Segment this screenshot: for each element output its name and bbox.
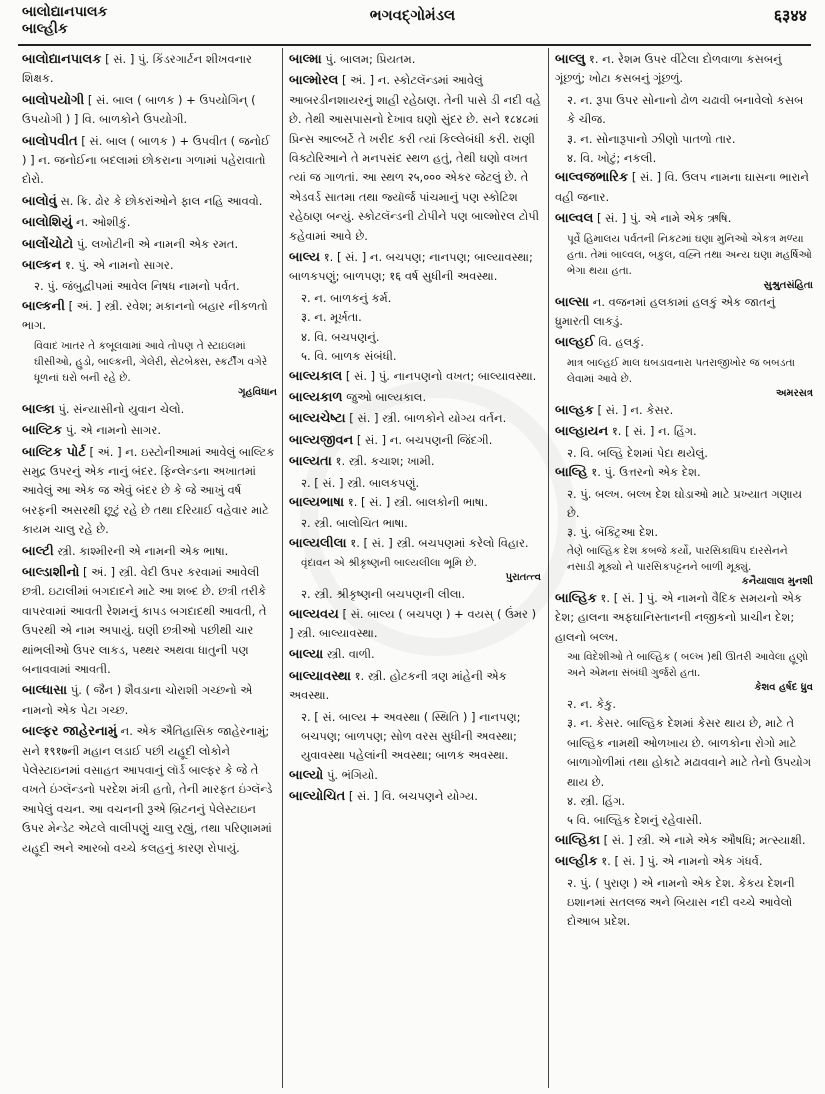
dictionary-entry [555,50,813,89]
page-header [0,0,825,46]
entry-headword: બાલ્યાવસ્થા [289,668,351,684]
dictionary-entry [289,388,541,407]
entry-definition: પું. ( જૈન ) શૈવડાના ચોરાશી ગચ્છનો એ નામનો એક પેટા ગચ્છ. [22,683,253,717]
entry-headword: બાલ્યજીવન [289,432,354,448]
entry-headword: બાલોવું [22,193,57,209]
entry-headword: બાલોંચોટો [22,236,74,252]
dictionary-entry [289,605,541,644]
dictionary-entry [22,400,277,419]
dictionary-entry [22,256,277,275]
entry-sense: ३. ન. મૂર્ખતા. [301,310,362,325]
entry-headword: બાલોપયોગી [22,92,85,108]
entry-definition: १. સ્ત્રી. હોટકની ત્રણ માંહેની એક અવસ્થા. [289,668,507,703]
quotation-source: કનૈયાલાલ મુનશી [741,575,813,587]
dictionary-entry [22,50,277,89]
dictionary-entry [22,235,277,254]
entry-headword: બાલ્ધાસા [22,683,68,699]
entry-definition: १. [ સં. ] સ્ત્રી. બચપણમાં કરેલો વિહાર. [350,535,529,550]
dictionary-entry [22,443,277,540]
guide-word-last: બાલ્હીક [22,21,68,37]
entry-definition: १. સ્ત્રી. કચાશ; ખામી. [335,454,435,469]
entry-headword: બાલ્વજભારિક [555,170,629,186]
entry-definition: [ સં. ] વિ. ઉલપ નામના ઘાસના ભારાને વહી જનાર. [555,170,809,204]
entry-headword: બાલ્ટિક [22,423,63,439]
entry-definition: [ અં. ] ન. સ્કોટલૅન્ડમાં આવેલું આબરડીનશાયરનું શાહી રહેઠાણ. તેની પાસે ડી નદી વહે છે. તેથી આસપાસનો દેખાવ ઘણો સુંદર છે. સને १८४८માં પ્રિન્સ આલ્બર્ટે તે ખરીદ કરી ત્યાં કિલ્લેબંધી કરી. રાણી વિક્ટોરિઆને તે મનપસંદ સ્થળ હતું, તેથી ઘણો વખત ત્યાં જ ગાળતાં. આ સ્થળ २५,००० એકર જેટલું છે. તે એડવર્ડ સાતમા તથા જ્યૉર્જ પાંચમાનું પણ સ્કોટિશ રહેઠાણ બન્યું. સ્કોટલૅન્ડની ટોપીને પણ બાલ્મોરલ ટોપી કહેવામાં આવે છે. [289,73,541,243]
entry-headword: બાલ્હક [555,402,594,418]
entry-definition: પું. ભંગિયો. [326,767,378,782]
entry-sense: २. [ સં. ] સ્ત્રી. બાલકપણું. [301,475,420,490]
entry-headword: બાલ્કા [22,401,55,417]
entry-sense: ३. ન. સોનારૂપાનો ઝીણો પાતળો તાર. [567,131,736,146]
quotation-text: વૃંદાવન એ શ્રીકૃષ્ણની બાલ્યલીલા ભૂમિ છે. [301,557,477,570]
entry-definition: [ સં. ] વિ. બચપણને યોગ્ય. [348,789,478,804]
entry-headword: બાલ્હાયન [555,424,609,440]
entry-headword: બાલ્હિક [555,590,597,606]
dictionary-entry [22,213,277,232]
dictionary-entry [22,91,277,130]
entry-definition: [ સં. ] સ્ત્રી. એ નામે એક ઔષધિ; મત્સ્યાક્ષી. [603,832,806,847]
page-number: ६३४४ [773,6,807,25]
guide-word-first: બાલોદ્યાનપાલક [22,4,108,20]
column-1 [22,50,277,1090]
entry-headword: બાલ્યકાળ [289,389,343,405]
entry-definition: १. [ સં. ] ન. બચપણ; નાનપણ; બાલ્યાવસ્થા; બાળકપણું; બાળપણ; १६ વર્ષ સુધીની અવસ્થા. [289,250,533,284]
entry-definition: ન. વજનમાં હલકામાં હલકું એક જાતનું ધ્રુમારતી લાકડું. [555,294,776,329]
entry-definition: [ સં. બાલ્ય ( બચપણ ) + વયસ્ ( ઉંમર ) ] સ્ત્રી. બાલ્યાવસ્થા. [289,606,537,640]
dictionary-entry [289,766,541,785]
dictionary-entry [289,248,541,287]
dictionary-entry [555,852,813,871]
entry-sense: ३. પું. બૅક્ટ્રિઆ દેશ. [567,525,659,540]
entry-headword: બાલ્સા [555,294,590,310]
entry-sense: २. પું. બલ્ખ. બલ્ખ દેશ ઘોડાઓ માટે પ્રખ્યાત ગણાય છે. [567,486,803,520]
entry-headword: બાલ્યોચિત [289,789,346,805]
entry-definition: સ. ક્રિ. ઢોર કે છોકરાંઓને ફાલ નહિ આવવો. [60,193,263,208]
quotation-source: અમરસત્ર [775,387,813,399]
entry-quotation [555,649,813,695]
dictionary-entry [22,192,277,211]
dictionary-entry [22,132,277,190]
dictionary-entry [289,431,541,450]
dictionary-entry [22,297,277,336]
entry-definition: [ સં. બાલ ( બાળક ) + ઉપયોગિન્ ( ઉપયોગી ) ] વિ. બાળકોને ઉપયોગી. [22,92,256,127]
quotation-text: તેણે બાલ્હિક દેશ કબજે કર્યો, પારસિકાધિપ દારસેનને નસાડી મૂક્યો ને પારસિકપટ્ટનને બાળી મૂક્યું. [567,544,788,573]
column-2 [289,50,541,1090]
entry-definition: વિ. હલકું. [598,335,645,350]
dictionary-entry [22,542,277,561]
header-rule [18,44,811,46]
entry-sense: ४. સ્ત્રી. હિંગ. [567,793,626,808]
dictionary-entry [289,367,541,386]
entry-definition: [ સં. ] ન. કેસર. [597,402,674,417]
entry-sense: ५. વિ. બાળક સંબંધી. [301,349,397,364]
entry-headword: બાલોદ્યાનપાલક [22,52,102,67]
entry-definition: ન. એક ઐતિહાસિક જાહેરનામું; સને १९१७ની મહાન લડાઈ પછી યહૂદી લોકોને પેલેસ્ટાઇનમાં વસાહત આપવાનું લૉર્ડ બાલ્ફર કે જે તે વખતે ઇંગ્લૅન્ડનો પરદેશ મંત્રી હતો, તેની મારફત ઇંગ્લૅન્ડે આપેલું વચન. આ વચનની રૂએ બ્રિટનનું પેલેસ્ટાઇન ઉપર મેન્ડેટ એટલે વાલીપણું ચાલુ રહ્યું, તથા પરિણામમાં યહૂદી અને આરબો વચ્ચે કલહનું કારણ રોપાયું. [22,724,273,855]
entry-headword: બાલ્કની [22,298,65,314]
column-3 [555,50,813,1090]
dictionary-entry [555,333,813,352]
entry-definition: १. પું. એ નામનો સાગર. [64,258,174,273]
entry-definition: ન. ઓશીકું. [75,215,131,230]
dictionary-entry [289,50,541,69]
entry-headword: બાલ્યલીલા [289,535,347,551]
entry-sense: २. પું. ( પુરાણ ) એ નામનો એક દેશ. કેકય દેશની ઇશાનમાં સતલજ અને બિયાસ નદી વચ્ચે આવેલો દોઆબ પ્રદેશ. [567,875,795,929]
quotation-text: આ વિદેશીઓ તે બાલ્હિક ( બલ્ખ )થી ઊતરી આવેલા હૂણો અને એમના સંબંધી ગુર્જરો હતા. [567,650,808,679]
dictionary-entry [289,452,541,471]
entry-definition: [ અં. ] સ્ત્રી. રવેશ; મકાનનો બહાર નીકળતો ભાગ. [22,298,268,333]
dictionary-entry [555,209,813,228]
entry-headword: બાલ્યતા [289,454,332,470]
entry-quotation [555,543,813,589]
entry-definition: સ્ત્રી. વાળી. [326,647,375,662]
entry-headword: બાલ્લુ [555,52,586,67]
entry-sense: ५ વિ. બાલ્હિક દેશનું રહેવાસી. [567,813,703,828]
entry-definition: [ સં. ] ન. બચપણની જિંદગી. [356,432,493,447]
entry-definition: [ સં. ] પું. નાનપણનો વખત; બાલ્યાવસ્થા. [345,368,537,383]
entry-headword: બાલ્કન [22,258,62,274]
entry-headword: બાલ્મા [289,52,322,67]
dictionary-entry [555,422,813,441]
entry-headword: બાલ્ટી [22,543,54,559]
entry-sense: २. સ્ત્રી. શ્રીકૃષ્ણની બચપણની લીલા. [301,587,466,602]
entry-headword: બાલોપવીત [22,133,78,149]
dictionary-entry [555,831,813,850]
entry-headword: બાલ્ય [289,250,321,266]
quotation-source: સુશ્રુતસંહિતા [763,279,813,291]
entry-quotation [289,555,541,585]
entry-definition: [ સં. બાલ ( બાળક ) + ઉપવીત ( જનોઈ ) ] ન. જનોઈના બદલામાં છોકરાના ગળામાં પહેરાવાતો દોરો. [22,133,271,187]
entry-definition: [ સં. ] પું. એ નામે એક ઋષિ. [596,211,732,226]
dictionary-entry [289,493,541,512]
entry-headword: બાલ્યકાલ [289,368,343,384]
entry-sense: २. ન. બાળકનું કર્મ. [301,290,392,305]
quotation-text: વિવાદ ખાતર તે કબૂલવામાં આવે તોપણ તે સ્ટાઇલમાં ઘીસીઓ, હુડો, બાલ્કની, ગેલેરી, સેટબેક્સ, સ્કર્ટીંગ વગેરે ધૂળનાં ઘરો બની રહે છે. [34,339,268,384]
entry-definition: १. [ સં. ] પું. એ નામનો એક ગંધર્વ. [601,854,763,869]
entry-headword: બાલ્હઈ [555,335,595,351]
dictionary-entry [555,168,813,207]
entry-definition: પું. લખોટીની એ નામની એક રમત. [76,236,239,251]
entry-headword: બાલ્ફર જાહેરનામું [22,724,117,740]
entry-sense: २. [ સં. બાલ્ય + અવસ્થા ( સ્થિતિ ) ] નાનપણ; બચપણ; બાળપણ; સોળ વરસ સુધીની અવસ્થા; યુવાવસ્થા પહેલાંની અવસ્થા; બાળક અવસ્થા. [301,709,521,763]
dictionary-entry [555,463,813,482]
entry-definition: १. [ સં. ] સ્ત્રી. બાલકોની ભાષા. [347,494,489,509]
quotation-source: ગૃહવિધાન [238,386,277,398]
dictionary-entry [289,534,541,553]
entry-headword: બાલ્હિ [555,465,588,481]
entry-headword: બાલ્હીક [555,854,598,870]
dictionary-entry [289,645,541,664]
entry-headword: બાલ્ટિક પોર્ટ [22,444,86,460]
entry-definition: [ અં. ] ન. ઇસ્ટોનીઆમાં આવેલું બાલ્ટિક સમુદ્ર ઉપરનું એક નાનું બંદર. ફિન્લેન્ડના અખાતમાં આવેલું આ એક જ એવું બંદર છે કે જે આખું વર્ષ બરફની અસરથી છૂટું રહે છે તથા દરિયાઈ વહેવાર માટે કાયમ ચાલુ રહે છે. [22,444,275,537]
entry-definition: १. ન. રેશમ ઉપર વીંટેલા દોળવાળા કસબનું ગૂંછળું; ખોટા કસબનું ગૂંછળું. [555,52,782,86]
entry-sense: २. સ્ત્રી. બાલોચિત ભાષા. [301,516,408,531]
entry-headword: બાલ્યવય [289,606,339,622]
entry-definition: સ્ત્રી. કાશ્મીરની એ નામની એક ભાષા. [57,543,229,558]
entry-sense: २. ન. રૂપા ઉપર સોનાનો ઢોળ ચઢાવી બનાવેલો કસબ કે ચીજ. [567,92,804,127]
entry-sense: २. ન. કેકુ. [567,696,617,711]
entry-sense: २. પું. જંબુદ્વીપમાં આવેલ નિષધ નામનો પર્વત. [34,279,240,294]
dictionary-entry [289,667,541,706]
dictionary-entry [555,589,813,647]
entry-definition: જુઓ બાલ્યકાલ. [346,389,427,404]
entry-definition: १. [ સં. ] ન. હિંગ. [611,424,697,439]
entry-definition: [ સં. ] પું. કિંડરગાર્ટન શીખવનાર શિક્ષક. [22,52,252,86]
entry-headword: બાલ્યા [289,647,324,663]
dictionary-entry [22,681,277,720]
entry-definition: પું. એ નામનો સાગર. [65,423,162,438]
quotation-text: માત્ર બાલ્હઈ માલ ઘબડાવનારા પતરાજીખોર જ બબડતા લેવામાં આવે છે. [567,356,795,385]
dictionary-entry [22,421,277,440]
entry-sense: ३. ન. કેસર. બાલ્હિક દેશમાં કેસર થાય છે, માટે તે બાલ્હિક નામથી ઓળખાય છે. બાળકોના રોગો માટે બાળાગોળીમાં તથા હોકાટે મઢાવવાને માટે તેનો ઉપયોગ થાય છે. [567,716,812,789]
dictionary-entry [289,787,541,806]
entry-headword: બાલ્મોરલ [289,73,339,89]
entry-headword: બાલ્યચેષ્ટા [289,411,346,427]
entry-headword: બાલ્ડાશીનો [22,564,80,580]
dictionary-title: ભગવદ્ગોમંડલ [369,6,456,24]
dictionary-entry [22,563,277,679]
quotation-source: કેશવ હર્ષદ ધ્રુવ [754,681,813,693]
entry-quotation [555,355,813,401]
entry-definition: १. [ સં. ] પું. એ નામનો વૈદિક સમયનો એક દેશ; હાલના અફઘાનિસ્તાનની નજીકનો પ્રાચીન દેશ; હાલનો બલ્ખ. [555,590,802,644]
dictionary-entry [555,401,813,420]
dictionary-entry [22,722,277,858]
dictionary-entry [289,409,541,428]
entry-headword: બાલ્યો [289,767,324,783]
dictionary-entry [289,71,541,246]
column-divider [282,48,283,1088]
entry-headword: બાલ્હિકા [555,832,600,848]
entry-definition: [ સં. ] સ્ત્રી. બાળકોને યોગ્ય વર્તન. [349,411,507,426]
entry-definition: પું. બાલમ; પ્રિયતમ. [325,52,416,66]
entry-headword: બાલ્યભાષા [289,494,345,510]
quotation-source: પુરાતત્ત્વ [505,572,541,584]
entry-sense: २. વિ. બલ્હિ દેશમાં પેદા થયેલું. [567,445,708,460]
column-divider [548,48,549,1088]
quotation-text: પૂર્વે હિમાલય પર્વતની નિકટમાં ઘણા મુનિઓ એકત્ર મળ્યા હતા. તેમાં બાલ્વલ, બકુલ, વહ્નિ તથા અન્ય ઘણા મહર્ષિઓ ભેગા થયા હતા. [567,232,812,277]
entry-definition: પું. સંન્યાસીનો યુવાન ચેલો. [58,401,185,416]
entry-sense: ४. વિ. ખોટું; નકલી. [567,151,657,166]
dictionary-entry [555,293,813,332]
entry-headword: બાલોશિયું [22,215,73,231]
entry-definition: [ અં. ] સ્ત્રી. વેદી ઉપર કરવામાં આવેલી છત્રી. ઇટાલીમાં બગદાદને માટે આ શબ્દ છે. છત્રી તરીકે વાપરવામાં આવતી રેશમનું કાપડ બગદાદથી આવતી, તે ઉપરથી એ નામ અપાયું. ઘણી છત્રીઓ પછીથી ચાર થાંભલીઓ ઉપર લાકડ, પથ્થર અથવા ધાતુની પણ બનાવવામાં આવતી. [22,564,267,676]
entry-headword: બાલ્વલ [555,211,594,227]
entry-quotation [22,338,277,400]
entry-sense: ४. વિ. બચપણનું. [301,329,380,344]
entry-definition: १. પું. ઉત્તરનો એક દેશ. [591,465,701,480]
entry-quotation [555,231,813,293]
